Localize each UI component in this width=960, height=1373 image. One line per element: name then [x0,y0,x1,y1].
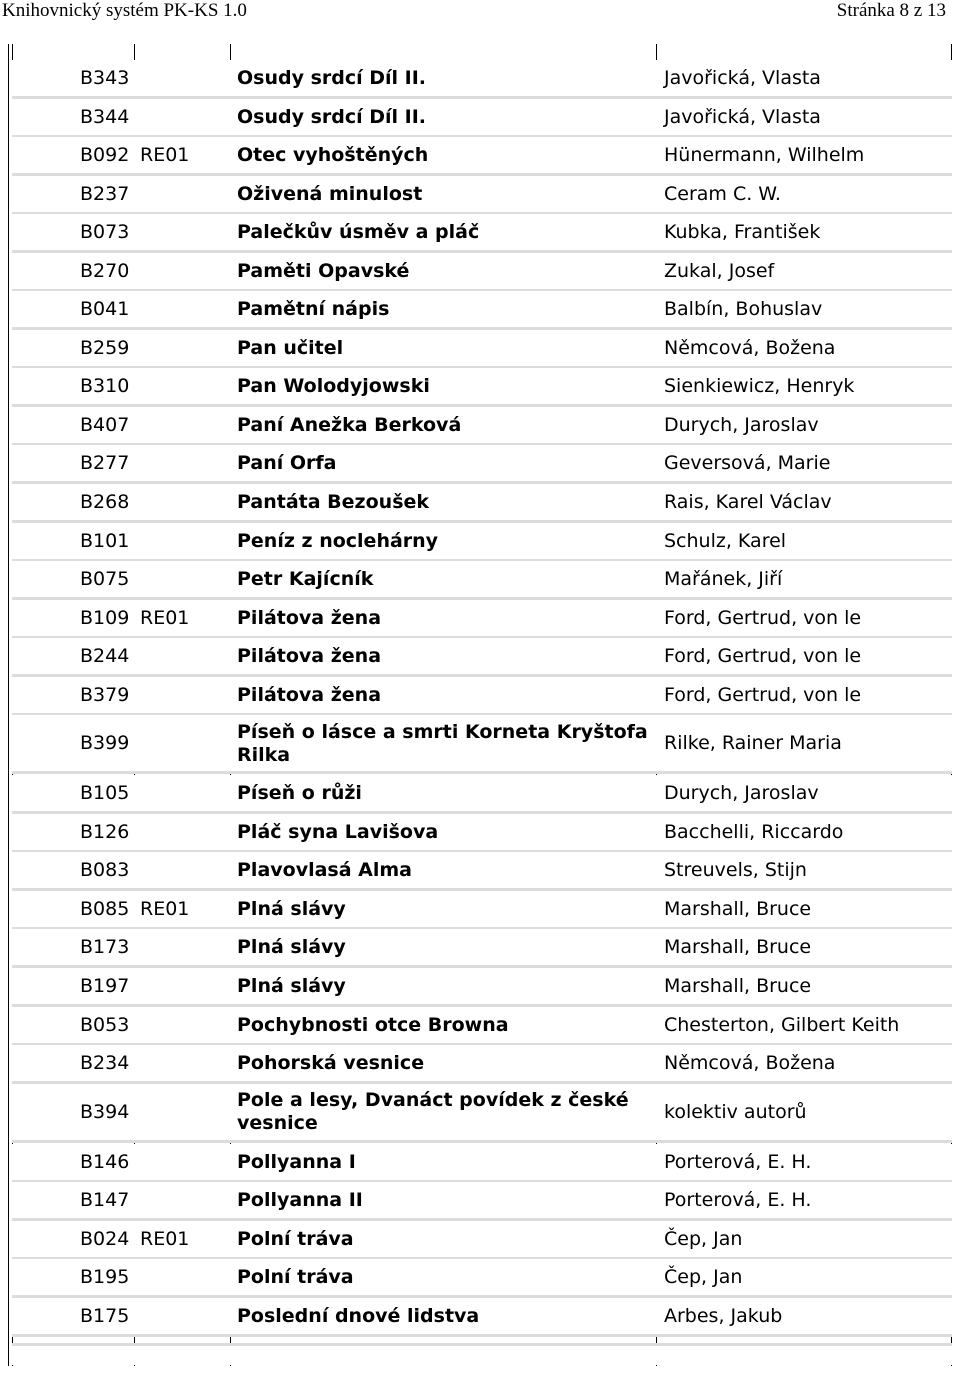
book-author: Sienkiewicz, Henryk [664,375,855,398]
book-code: B399 [80,732,130,755]
book-title: Peníz z noclehárny [237,529,439,552]
book-author: Marshall, Bruce [664,897,812,920]
book-extra-code: RE01 [140,606,190,629]
book-code: B197 [80,975,130,998]
book-code: B126 [80,820,130,843]
book-code: B277 [80,452,130,475]
book-title: Polní tráva [237,1266,354,1289]
book-author: Porterová, E. H. [664,1150,812,1173]
book-author: Javořická, Vlasta [664,67,821,89]
table-row [12,775,952,812]
table-row [12,214,952,251]
book-author: Ford, Gertrud, von le [664,645,862,668]
table-row [12,330,952,367]
book-code: B101 [80,529,130,552]
book-author: Ceram C. W. [664,182,781,205]
book-author: Schulz, Karel [664,529,787,552]
table-row [12,407,952,444]
book-title: Plná slávy [237,897,346,920]
book-author: Arbes, Jakub [664,1304,783,1327]
book-title: Pilátova žena [237,683,382,706]
book-extra-code [140,1259,230,1296]
book-code: B092 [80,144,130,167]
book-title: Pochybnosti otce Browna [237,1013,509,1036]
book-title: Pilátova žena [237,606,382,629]
book-extra-code: RE01 [140,144,190,167]
table-row [12,484,952,521]
book-extra-code [140,715,230,772]
table-row [12,1045,952,1082]
book-author: Čep, Jan [664,1227,743,1250]
book-extra-code [140,1182,230,1219]
book-author: Marshall, Bruce [664,936,812,959]
book-title: Plná slávy [237,975,346,998]
book-author: Rais, Karel Václav [664,491,832,514]
book-title: Plavovlasá Alma [237,859,412,882]
book-extra-code [140,523,230,560]
table-row [12,638,952,675]
book-code: B270 [80,259,130,282]
book-title: Pole a lesy, Dvanáct povídek z české vesnice [237,1089,629,1135]
book-author: Marshall, Bruce [664,975,812,998]
book-code: B085 [80,897,130,920]
book-author: Hünermann, Wilhelm [664,144,865,167]
book-extra-code [140,929,230,966]
book-code: B075 [80,568,130,591]
book-title: Paměti Opavské [237,259,410,282]
table-row [12,968,952,1005]
book-title: Petr Kajícník [237,568,374,591]
book-extra-code [140,368,230,405]
book-extra-code [140,1084,230,1141]
table-row [12,176,952,213]
book-code: B053 [80,1013,130,1036]
book-author: Němcová, Božena [664,1052,836,1075]
book-title: Pláč syna Lavišova [237,820,439,843]
book-code: B024 [80,1227,130,1250]
book-extra-code: RE01 [140,897,190,920]
page-number: Stránka 8 z 13 [836,0,946,21]
table-row [12,1298,952,1335]
book-title: Pan učitel [237,336,344,359]
table-row [12,1182,952,1219]
book-extra-code [140,1144,230,1181]
book-title: Osudy srdcí Díl II. [237,67,427,89]
book-title: Pantáta Bezoušek [237,491,430,514]
book-code: B105 [80,782,130,805]
book-extra-code [140,60,230,97]
book-title: Palečkův úsměv a pláč [237,221,480,244]
book-code: B109 [80,606,130,629]
book-extra-code [140,253,230,290]
table-empty-row [12,1343,952,1365]
book-code: B146 [80,1150,130,1173]
book-extra-code: RE01 [140,1227,190,1250]
table-row [12,561,952,598]
table-row [12,1144,952,1181]
book-code: B147 [80,1189,130,1212]
table-row [12,1221,952,1258]
book-code: B073 [80,221,130,244]
book-code: B083 [80,859,130,882]
table-row [12,99,952,136]
book-author: Javořická, Vlasta [664,105,821,128]
table-row [12,137,952,174]
book-author: Porterová, E. H. [664,1189,812,1212]
book-code: B407 [80,413,130,436]
book-code: B344 [80,105,130,128]
table-row [12,1259,952,1296]
book-title: Paní Orfa [237,452,337,475]
book-extra-code [140,852,230,889]
book-title: Píseň o růži [237,782,362,805]
book-extra-code [140,330,230,367]
book-author: Němcová, Božena [664,336,836,359]
book-extra-code [140,1045,230,1082]
book-author: Bacchelli, Riccardo [664,820,844,843]
book-extra-code [140,638,230,675]
table-row [12,253,952,290]
book-code: B195 [80,1266,130,1289]
table-row [12,368,952,405]
book-author: Durych, Jaroslav [664,782,819,805]
book-extra-code [140,968,230,1005]
book-extra-code [140,1007,230,1044]
book-extra-code [140,407,230,444]
book-title: Pollyanna II [237,1189,363,1212]
table-row [12,60,952,97]
book-code: B379 [80,683,130,706]
book-author: kolektiv autorů [664,1100,807,1123]
book-extra-code [140,291,230,328]
table-row [12,677,952,714]
book-extra-code [140,445,230,482]
book-code: B041 [80,298,130,321]
table-row [12,891,952,928]
book-author: Zukal, Josef [664,259,775,282]
table-row [12,523,952,560]
book-code: B268 [80,491,130,514]
book-title: Oživená minulost [237,182,423,205]
table-row [12,814,952,851]
book-title: Pan Wolodyjowski [237,375,430,398]
book-code: B173 [80,936,130,959]
book-code: B394 [80,1100,130,1123]
table-row [12,291,952,328]
book-code: B237 [80,182,130,205]
book-title: Otec vyhoštěných [237,144,429,167]
book-title: Polní tráva [237,1227,354,1250]
table-row [12,929,952,966]
table-row [12,445,952,482]
book-author: Čep, Jan [664,1266,743,1289]
book-author: Balbín, Bohuslav [664,298,823,321]
book-code: B175 [80,1304,130,1327]
table-row [12,1007,952,1044]
book-author: Geversová, Marie [664,452,831,475]
table-rows [12,60,952,1336]
book-author: Streuvels, Stijn [664,859,807,882]
book-title: Pamětní nápis [237,298,390,321]
book-extra-code [140,214,230,251]
book-extra-code [140,561,230,598]
table-border-left [8,44,9,1366]
table-row [12,600,952,637]
book-author: Kubka, František [664,221,821,244]
table-row [12,852,952,889]
book-title: Paní Anežka Berková [237,413,462,436]
book-author: Rilke, Rainer Maria [664,732,842,755]
table-row [12,1084,952,1141]
book-extra-code [140,677,230,714]
book-extra-code [140,484,230,521]
table-row [12,715,952,772]
book-code: B310 [80,375,130,398]
book-extra-code [140,176,230,213]
book-extra-code [140,814,230,851]
book-code: B259 [80,336,130,359]
book-code: B244 [80,645,130,668]
book-title: Osudy srdcí Díl II. [237,105,427,128]
book-list-table [8,44,952,1366]
book-title: Pilátova žena [237,645,382,668]
book-author: Ford, Gertrud, von le [664,606,862,629]
book-title: Pohorská vesnice [237,1052,425,1075]
book-extra-code [140,1298,230,1335]
book-author: Chesterton, Gilbert Keith [664,1013,900,1036]
book-extra-code [140,99,230,136]
book-author: Durych, Jaroslav [664,413,819,436]
system-title: Knihovnický systém PK-KS 1.0 [2,0,247,21]
book-code: B234 [80,1052,130,1075]
book-title: Píseň o lásce a smrti Korneta Kryštofa Rilka [237,720,648,766]
page-header [0,0,960,24]
book-code: B343 [80,67,130,89]
book-title: Poslední dnové lidstva [237,1304,480,1327]
book-author: Mařánek, Jiří [664,568,783,591]
book-author: Ford, Gertrud, von le [664,683,862,706]
book-title: Pollyanna I [237,1150,356,1173]
book-title: Plná slávy [237,936,346,959]
book-extra-code [140,775,230,812]
